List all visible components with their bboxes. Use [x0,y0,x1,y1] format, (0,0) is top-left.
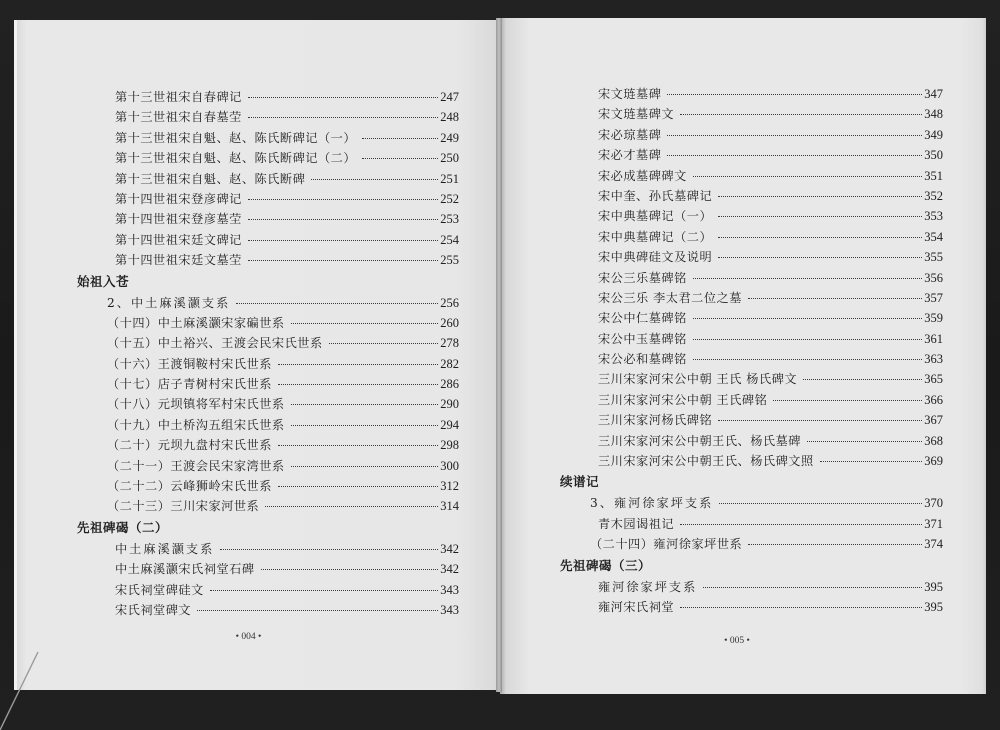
entry-page-number: 356 [924,270,943,285]
dot-leader [362,158,438,159]
entry-title: （二十三）三川宋家河世系 [107,499,260,514]
entry-title: （二十二）云峰狮岭宋氏世系 [107,479,272,494]
toc-entry [77,230,459,250]
entry-page-number: 349 [924,127,943,142]
dot-leader [197,610,438,611]
right-toc [560,84,943,617]
entry-title: 宋必成墓碑碑文 [598,168,687,183]
toc-entry [77,148,459,168]
toc-entry [560,390,943,410]
entry-page-number: 298 [440,438,459,453]
toc-entry [560,247,943,267]
entry-page-number: 347 [924,87,943,101]
toc-entry [77,559,459,579]
entry-title: 宋中典墓碑记（一） [598,209,713,224]
dot-leader [693,359,922,360]
dot-leader [718,216,922,217]
entry-title: 三川宋家河杨氏碑铭 [598,413,713,428]
entry-page-number: 282 [440,356,459,371]
entry-page-number: 286 [440,377,459,392]
entry-title: 第十三世祖宋自春墓茔 [115,110,242,125]
entry-page-number: 343 [440,602,459,617]
toc-entry [560,534,943,554]
entry-page-number: 361 [924,331,943,346]
dot-leader [680,524,922,525]
toc-entry [560,369,943,389]
toc-entry [77,456,459,476]
entry-title: 中土麻溪灏支系 [115,541,215,556]
dot-leader [265,506,438,507]
entry-title: （十八）元坝镇将军村宋氏世系 [107,397,285,412]
dot-leader [291,404,439,405]
entry-title: 第十四世祖宋登彦碑记 [115,191,242,206]
entry-page-number: 252 [440,191,459,206]
toc-entry [77,580,459,600]
toc-entry [560,145,943,165]
entry-page-number: 365 [924,372,943,387]
entry-title: 第十四世祖宋登彦墓茔 [115,212,242,227]
entry-page-number: 251 [440,171,459,186]
entry-title: 第十三世祖宋自春碑记 [115,90,242,104]
toc-entry [77,600,459,620]
entry-title: （十五）中土裕兴、王渡会民宋氏世系 [107,336,323,351]
page-number-right: • 005 • [724,636,750,646]
dot-leader [820,461,923,462]
dot-leader [291,323,439,324]
section-title: 续谱记 [560,474,600,490]
entry-page-number: 374 [924,537,943,552]
entry-title: （十九）中土桥沟五组宋氏世系 [107,417,285,432]
entry-page-number: 248 [440,110,459,125]
entry-page-number: 290 [440,397,459,412]
entry-page-number: 254 [440,232,459,247]
toc-entry [560,206,943,226]
entry-title: 宋文琏墓碑文 [598,107,675,122]
dot-leader [693,278,922,279]
entry-page-number: 369 [924,454,943,469]
dot-leader [693,176,922,177]
toc-entry [77,169,459,189]
entry-page-number: 352 [924,188,943,203]
entry-title: 第十四世祖宋廷文墓茔 [115,253,242,268]
entry-page-number: 395 [924,599,943,614]
entry-title: 宋公中玉墓碑铭 [598,331,687,346]
toc-entry [560,288,943,308]
entry-page-number: 278 [440,336,459,351]
entry-title: 雍河徐家坪支系 [598,579,698,594]
toc-entry [560,514,943,534]
toc-entry [560,577,943,597]
dot-leader [803,379,922,380]
entry-page-number: 368 [924,433,943,448]
toc-entry [77,539,459,559]
toc-entry [560,268,943,288]
entry-title: （十六）王渡铜鞍村宋氏世系 [107,356,272,371]
dot-leader [773,400,922,401]
entry-page-number: 367 [924,413,943,428]
entry-title: 宋氏祠堂碑文 [115,602,192,617]
dot-leader [362,138,438,139]
entry-title: 第十三世祖宋自魁、赵、陈氏断碑记（二） [115,151,357,166]
dot-leader [291,466,439,467]
entry-title: 中土麻溪灏宋氏祠堂石碑 [115,562,255,577]
toc-entry [560,431,943,451]
toc-entry [77,87,459,107]
entry-title: 宋公必和墓碑铭 [598,352,687,367]
toc-entry [77,313,459,333]
entry-title: 雍河宋氏祠堂 [598,599,675,614]
toc-section-heading [560,555,943,577]
dot-leader [311,179,438,180]
dot-leader [693,339,922,340]
dot-leader [807,441,922,442]
dot-leader [703,587,922,588]
entry-title: 宋公三乐 李太君二位之墓 [598,290,742,305]
entry-page-number: 247 [440,90,459,104]
section-title: 先祖碑碣（二） [77,519,169,535]
entry-title: 宋公中仁墓碑铭 [598,311,687,326]
dot-leader [248,117,438,118]
entry-title: 宋公三乐墓碑铭 [598,270,687,285]
entry-page-number: 366 [924,392,943,407]
dot-leader [748,298,922,299]
dot-leader [278,384,438,385]
toc-entry [77,333,459,353]
open-book [14,18,986,694]
dot-leader [248,260,438,261]
dot-leader [718,420,922,421]
entry-title: 第十三世祖宋自魁、赵、陈氏断碑记（一） [115,130,357,145]
entry-title: 宋文琏墓碑 [598,87,662,101]
dot-leader [236,303,438,304]
toc-entry [77,107,459,127]
entry-page-number: 351 [924,168,943,183]
entry-page-number: 357 [924,290,943,305]
entry-page-number: 255 [440,253,459,268]
dot-leader [278,486,438,487]
entry-page-number: 350 [924,148,943,163]
entry-title: 第十四世祖宋廷文碑记 [115,232,242,247]
toc-entry [560,410,943,430]
dot-leader [718,237,922,238]
book-spine [496,18,502,692]
entry-page-number: 250 [440,151,459,166]
toc-entry [560,349,943,369]
dot-leader [248,240,438,241]
dot-leader [667,94,922,95]
dot-leader [291,425,439,426]
entry-page-number: 354 [924,229,943,244]
entry-page-number: 260 [440,315,459,330]
toc-entry [560,308,943,328]
entry-title: 宋中典碑硅文及说明 [598,250,713,265]
toc-entry [560,329,943,349]
right-page [500,18,986,694]
entry-page-number: 395 [924,579,943,594]
bookmark-ribbon-icon [0,650,60,730]
entry-page-number: 359 [924,311,943,326]
dot-leader [693,318,922,319]
dot-leader [680,114,922,115]
entry-page-number: 370 [924,496,943,511]
toc-section-heading [560,471,943,493]
entry-title: 三川宋家河宋公中朝 王氏碑铭 [598,392,768,407]
toc-entry [77,250,459,270]
entry-title: 宋中奎、孙氏墓碑记 [598,188,713,203]
entry-page-number: 363 [924,352,943,367]
dot-leader [718,196,922,197]
entry-title: 3、雍河徐家坪支系 [590,496,714,511]
entry-title: （十七）店子青树村宋氏世系 [107,377,272,392]
entry-title: 青木园谒祖记 [598,516,675,531]
dot-leader [248,199,438,200]
toc-section-heading [77,271,459,293]
dot-leader [667,135,922,136]
left-page [14,20,500,690]
dot-leader [329,343,439,344]
entry-title: 宋氏祠堂碑硅文 [115,582,204,597]
toc-entry [560,186,943,206]
entry-page-number: 312 [440,479,459,494]
toc-entry [560,597,943,617]
dot-leader [718,257,922,258]
page-number-left: • 004 • [235,632,262,642]
entry-title: 三川宋家河宋公中朝 王氏 杨氏碑文 [598,372,798,387]
toc-entry [77,128,459,148]
entry-page-number: 253 [440,212,459,227]
section-title: 始祖入苍 [77,273,130,289]
entry-page-number: 371 [924,516,943,531]
toc-entry [560,166,943,186]
entry-title: 2、中土麻溪灏支系 [107,295,231,310]
entry-page-number: 314 [440,499,459,514]
entry-page-number: 355 [924,250,943,265]
toc-entry [77,476,459,496]
toc-entry [77,189,459,209]
entry-title: 宋必才墓碑 [598,148,662,163]
toc-entry [77,415,459,435]
toc-entry [77,293,459,313]
dot-leader [210,590,438,591]
toc-entry [77,435,459,455]
entry-page-number: 348 [924,107,943,122]
toc-entry [560,84,943,104]
toc-entry [77,374,459,394]
dot-leader [261,569,439,570]
dot-leader [667,155,922,156]
dot-leader [248,219,438,220]
toc-section-heading [77,517,459,539]
dot-leader [220,549,438,550]
dot-leader [748,544,922,545]
entry-page-number: 343 [440,582,459,597]
entry-title: （十四）中土麻溪灏宋家碥世系 [107,315,285,330]
dot-leader [248,97,438,98]
entry-page-number: 353 [924,209,943,224]
entry-title: 宋中典墓碑记（二） [598,229,713,244]
dot-leader [278,445,438,446]
toc-entry [560,451,943,471]
entry-page-number: 342 [440,541,459,556]
entry-title: （二十）元坝九盘村宋氏世系 [107,438,272,453]
entry-page-number: 294 [440,417,459,432]
toc-entry [77,496,459,516]
toc-entry [77,354,459,374]
entry-title: （二十一）王渡会民宋家湾世系 [107,458,285,473]
entry-title: 第十三世祖宋自魁、赵、陈氏断碑 [115,171,306,186]
toc-entry [560,493,943,513]
toc-entry [560,104,943,124]
entry-page-number: 300 [440,458,459,473]
toc-entry [77,209,459,229]
toc-entry [77,394,459,414]
entry-title: 三川宋家河宋公中朝王氏、杨氏碑文照 [598,454,814,469]
toc-entry [560,227,943,247]
dot-leader [680,607,922,608]
entry-page-number: 256 [440,295,459,310]
entry-title: 宋必琼墓碑 [598,127,662,142]
toc-entry [560,125,943,145]
entry-title: （二十四）雍河徐家坪世系 [590,537,743,552]
entry-title: 三川宋家河宋公中朝王氏、杨氏墓碑 [598,433,801,448]
section-title: 先祖碑碣（三） [560,557,652,573]
dot-leader [278,364,438,365]
entry-page-number: 249 [440,130,459,145]
entry-page-number: 342 [440,562,459,577]
left-toc [77,87,459,620]
dot-leader [719,503,922,504]
